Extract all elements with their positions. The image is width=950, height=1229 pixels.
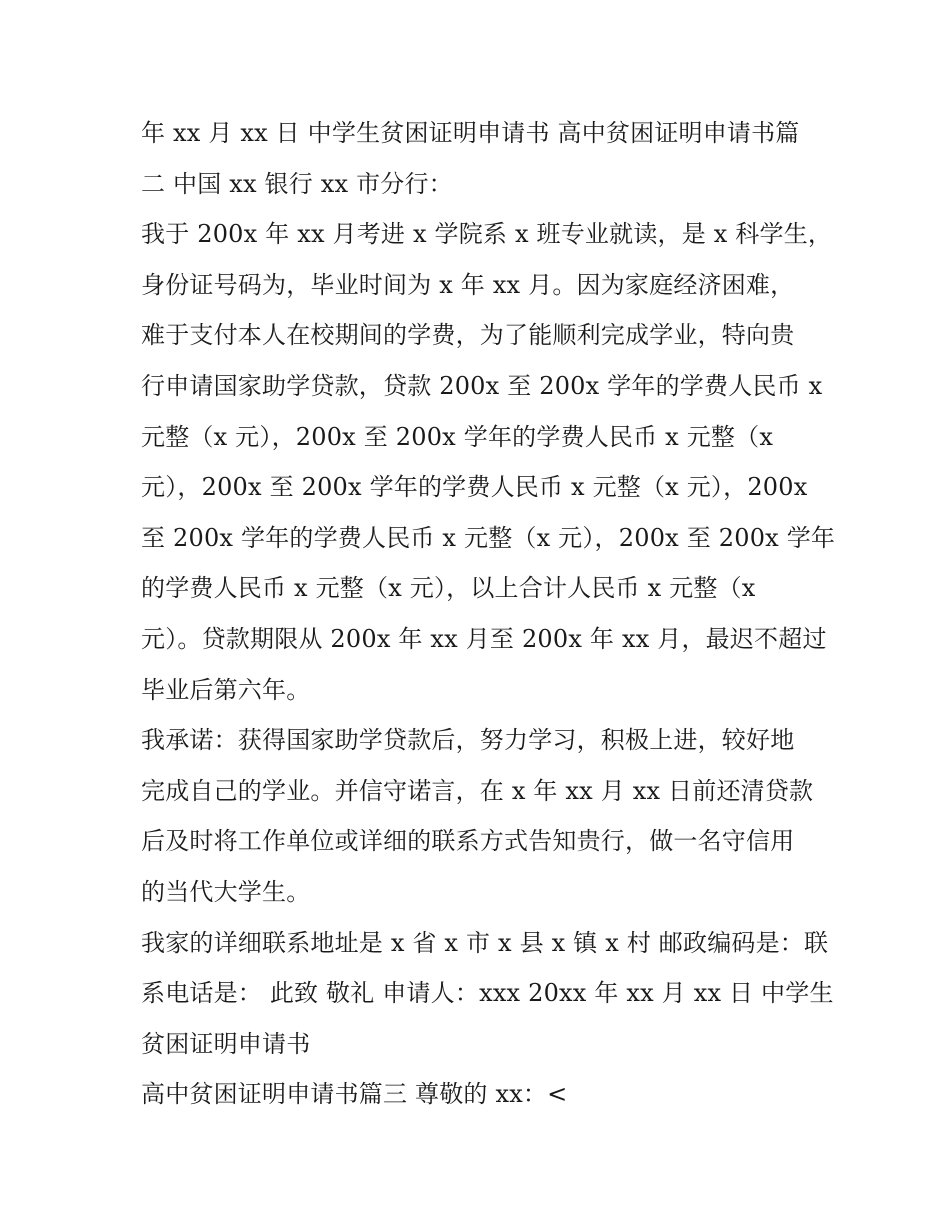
text-line: 高中贫困证明申请书篇三 尊敬的 xx：< [141,1080,568,1109]
text-line: 二 中国 xx 银行 xx 市分行： [141,169,453,198]
text-line: 我家的详细联系地址是 x 省 x 市 x 县 x 镇 x 村 邮政编码是：联 [141,928,829,957]
text-line: 元）。贷款期限从 200x 年 xx 月至 200x 年 xx 月，最迟不超过 [141,624,827,653]
document-body [141,108,836,1120]
text-line: 的学费人民币 x 元整（x 元），以上合计人民币 x 元整（x [141,574,756,603]
text-line: 我于 200x 年 xx 月考进 x 学院系 x 班专业就读，是 x 科学生， [141,220,833,249]
text-line: 完成自己的学业。并信守诺言，在 x 年 xx 月 xx 日前还清贷款 [141,776,814,805]
text-line: 元），200x 至 200x 学年的学费人民币 x 元整（x 元），200x [141,473,808,502]
text-line: 身份证号码为，毕业时间为 x 年 xx 月。因为家庭经济困难， [141,270,795,299]
text-line: 后及时将工作单位或详细的联系方式告知贵行，做一名守信用 [141,827,795,856]
text-line: 年 xx 月 xx 日 中学生贫困证明申请书 高中贫困证明申请书篇 [141,119,800,147]
text-line: 的当代大学生。 [141,877,311,906]
text-line: 至 200x 学年的学费人民币 x 元整（x 元），200x 至 200x 学年 [141,523,836,552]
text-line: 贫困证明申请书 [141,1029,311,1058]
text-line: 行申请国家助学贷款，贷款 200x 至 200x 学年的学费人民币 x [141,371,823,400]
text-line: 我承诺：获得国家助学贷款后，努力学习，积极上进，较好地 [141,726,795,755]
text-line: 元整（x 元），200x 至 200x 学年的学费人民币 x 元整（x [141,422,774,451]
text-line: 难于支付本人在校期间的学费，为了能顺利完成学业，特向贵 [141,321,795,350]
text-line: 毕业后第六年。 [141,675,311,704]
text-line: 系电话是： 此致 敬礼 申请人：xxx 20xx 年 xx 月 xx 日 中学生 [141,979,834,1008]
